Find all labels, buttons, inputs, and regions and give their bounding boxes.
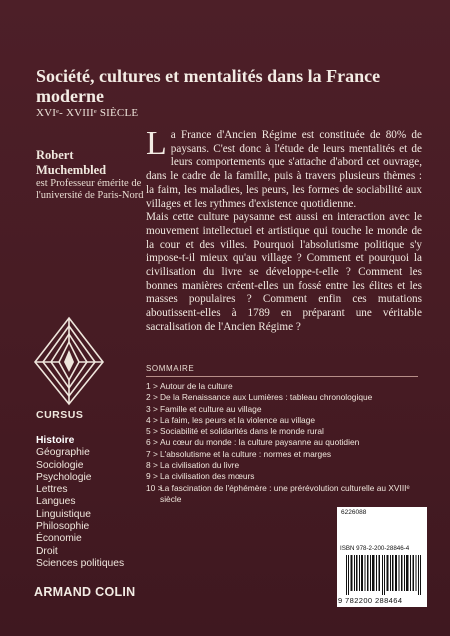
toc-item-number: 9 > bbox=[146, 471, 158, 482]
blurb bbox=[146, 125, 422, 335]
toc-item-label: Famille et culture au village bbox=[160, 403, 262, 414]
discipline-item: Lettres bbox=[36, 484, 68, 496]
discipline-item: Linguistique bbox=[36, 508, 91, 520]
toc-heading: SOMMAIRE bbox=[146, 364, 195, 373]
discipline-list bbox=[36, 435, 146, 570]
toc-item-label: L'absolutisme et la culture : normes et marges bbox=[160, 448, 332, 459]
discipline-item: Philosophie bbox=[36, 521, 90, 533]
toc-item-number: 7 > bbox=[146, 448, 158, 459]
blurb-text-1: a France d'Ancien Régime est constituée de 80% de paysans. C'est donc à l'étude de leurs mentalités et de leurs comportements que s'attache d'abord cet ouvrage, dans le cadre de la famille, puis à travers plusieurs thèmes : la faim, les maladies, les peurs, les formes de sociabilité aux villages et les rythmes d'existence quotidienne. bbox=[146, 129, 422, 210]
toc-item-label: Sociabilité et solidarités dans le monde rural bbox=[160, 426, 324, 437]
discipline-item: Sociologie bbox=[36, 459, 84, 471]
toc-list bbox=[146, 381, 418, 505]
product-code: 6226088 bbox=[341, 509, 367, 516]
barcode-panel bbox=[337, 507, 427, 607]
drop-cap: L bbox=[146, 125, 167, 162]
toc-item-number: 3 > bbox=[146, 403, 158, 414]
author-description: est Professeur émérite de l'université de Paris-Nord bbox=[36, 178, 144, 201]
blurb-paragraph-2: Mais cette culture paysanne est aussi en interaction avec le mouvement intellectuel et artistique qui touche le monde de la cour et des villes. Pourquoi l'absolutisme politique s'y impose-t-il mieux qu'au village ? Comment et pourquoi la civilisation du livre se développe-t-elle ? Comment les bonnes manières créent-elles un fossé entre les élites et les masses populaires ? Comment enfin ces mutations aboutissent-elles à 1789 en préparant une véritable sacralisation de l'Ancien Régime ? bbox=[146, 211, 422, 333]
toc-item bbox=[146, 415, 418, 426]
toc-item-label: Au cœur du monde : la culture paysanne au quotidien bbox=[160, 437, 360, 448]
discipline-item: Sciences politiques bbox=[36, 557, 125, 569]
publisher-name: ARMAND COLIN bbox=[34, 585, 136, 599]
toc-item-label: Autour de la culture bbox=[160, 381, 233, 391]
toc-item-label: De la Renaissance aux Lumières : tableau chronologique bbox=[160, 392, 373, 403]
toc-item-number: 4 > bbox=[146, 414, 158, 425]
isbn-number: ISBN 978-2-200-28846-4 bbox=[340, 545, 410, 552]
table-of-contents bbox=[146, 364, 418, 505]
author-name: Robert Muchembled bbox=[36, 148, 107, 177]
toc-item bbox=[146, 392, 418, 403]
toc-item-number: 2 > bbox=[146, 392, 158, 403]
toc-item-number: 8 > bbox=[146, 460, 158, 471]
toc-item-label: La civilisation du livre bbox=[160, 460, 240, 471]
discipline-item: Droit bbox=[36, 545, 58, 557]
ean-number: 9 782200 288464 bbox=[338, 596, 403, 605]
toc-item bbox=[146, 449, 418, 460]
toc-item bbox=[146, 426, 418, 437]
toc-item-number: 10 > bbox=[146, 482, 163, 493]
discipline-item: Économie bbox=[36, 533, 82, 545]
discipline-item: Histoire bbox=[36, 435, 75, 446]
toc-item-label: La faim, les peurs et la violence au village bbox=[160, 414, 316, 425]
toc-item bbox=[146, 404, 418, 415]
toc-item-number: 5 > bbox=[146, 426, 158, 437]
barcode-bars bbox=[346, 555, 422, 595]
toc-item-label: La fascination de l'éphémère : une prérévolution culturelle au XVIIIᵉ siècle bbox=[160, 482, 410, 504]
toc-item-label: La civilisation des mœurs bbox=[160, 471, 255, 482]
toc-item bbox=[146, 437, 418, 448]
discipline-item: Géographie bbox=[36, 447, 90, 459]
toc-item-number: 1 > bbox=[146, 381, 158, 391]
toc-item bbox=[146, 483, 418, 506]
toc-item bbox=[146, 471, 418, 482]
cursus-labyrinth-logo bbox=[33, 316, 105, 406]
toc-item-number: 6 > bbox=[146, 437, 158, 448]
discipline-item: Psychologie bbox=[36, 471, 92, 483]
book-title: Société, cultures et mentalités dans la France moderne bbox=[36, 66, 381, 106]
toc-item bbox=[146, 381, 418, 392]
toc-divider bbox=[146, 376, 418, 377]
collection-name: CURSUS bbox=[36, 409, 84, 421]
discipline-item: Langues bbox=[36, 496, 76, 508]
toc-item bbox=[146, 460, 418, 471]
blurb-paragraph-1 bbox=[146, 125, 422, 211]
book-subtitle: XVIᵉ- XVIIIᵉ SIÈCLE bbox=[36, 107, 139, 119]
